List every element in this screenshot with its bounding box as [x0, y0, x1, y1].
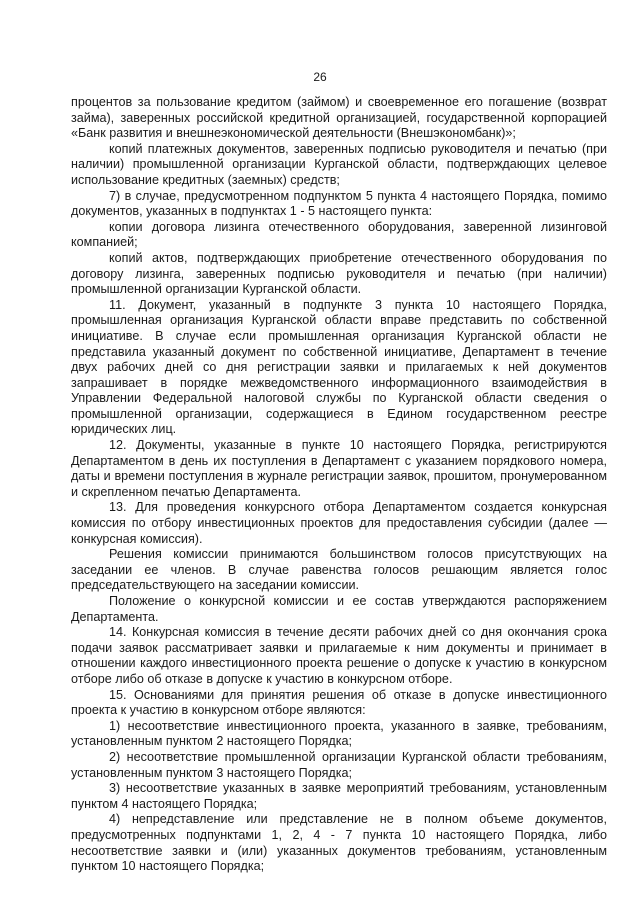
paragraph: 12. Документы, указанные в пункте 10 настоящего Порядка, регистрируются Департаментом в день их поступления в Департамент с указанием порядкового номера, даты и времени поступления в журнале регистрации заявок, прошитом, пронумерованном и скрепленном печатью Департамента.: [71, 438, 607, 499]
paragraph: 1) несоответствие инвестиционного проекта, указанного в заявке, требованиям, установленным пунктом 2 настоящего Порядка;: [71, 718, 607, 749]
paragraph: 4) непредставление или представление не в полном объеме документов, предусмотренных подпунктами 1, 2, 4 - 7 пункта 10 настоящего Порядка, либо несоответствие заявки и (или) указанных документов требованиям, установленным пунктом 10 настоящего Порядка;: [71, 812, 607, 874]
paragraph: копии договора лизинга отечественного оборудования, заверенной лизинговой компанией;: [71, 219, 607, 250]
paragraph: 14. Конкурсная комиссия в течение десяти рабочих дней со дня окончания срока подачи заявок рассматривает заявки и прилагаемые к ним документы и принимает в отношении каждого инвестиционного проекта решение о допуске к участию в конкурсном отборе либо об отказе в допуске к участию в конкурсном отборе.: [71, 625, 607, 686]
paragraph: процентов за пользование кредитом (займом) и своевременное его погашение (возврат займа), заверенных российской кредитной организацией, государственной корпорацией «Банк развития и внешнеэкономической деятельности (Внешэкономбанк)»;: [71, 95, 607, 141]
paragraph: 13. Для проведения конкурсного отбора Департаментом создается конкурсная комиссия по отбору инвестиционных проектов для предоставления субсидии (далее — конкурсная комиссия).: [71, 500, 607, 546]
paragraph: копий платежных документов, заверенных подписью руководителя и печатью (при наличии) промышленной организации Курганской области, подтверждающих целевое использование кредитных (заемных) средств;: [71, 141, 607, 187]
paragraph: 15. Основаниями для принятия решения об отказе в допуске инвестиционного проекта к участию в конкурсном отборе являются:: [71, 687, 607, 718]
paragraph: 2) несоответствие промышленной организации Курганской области требованиям, установленным пунктом 3 настоящего Порядка;: [71, 749, 607, 780]
paragraph: Решения комиссии принимаются большинством голосов присутствующих на заседании ее членов. В случае равенства голосов решающим является голос председательствующего на заседании комиссии.: [71, 547, 607, 593]
paragraph: копий актов, подтверждающих приобретение отечественного оборудования по договору лизинга, заверенных подписью руководителя и печатью (при наличии) промышленной организации Курганской области.: [71, 250, 607, 297]
paragraph: Положение о конкурсной комиссии и ее состав утверждаются распоряжением Департамента.: [71, 594, 607, 624]
paragraph: 11. Документ, указанный в подпункте 3 пункта 10 настоящего Порядка, промышленная организация Курганской области вправе представить по собственной инициативе. В случае если промышленная организация Курганской области не представила указанный документ по собственной инициативе, Департамент в течение двух рабочих дней со дня регистрации заявки и прилагаемых к ней документов запрашивает в порядке межведомственного информационного взаимодействия в Управлении Федеральной налоговой службы по Курганской области сведения о промышленной организации, содержащиеся в Едином государственном реестре юридических лиц.: [71, 297, 607, 437]
page-number: 26: [313, 70, 327, 84]
paragraph: 7) в случае, предусмотренном подпунктом 5 пункта 4 настоящего Порядка, помимо документов, указанных в подпунктах 1 - 5 настоящего пункта:: [71, 188, 607, 219]
document-body: [71, 95, 607, 875]
paragraph: 3) несоответствие указанных в заявке мероприятий требованиям, установленным пунктом 4 настоящего Порядка;: [71, 781, 607, 811]
